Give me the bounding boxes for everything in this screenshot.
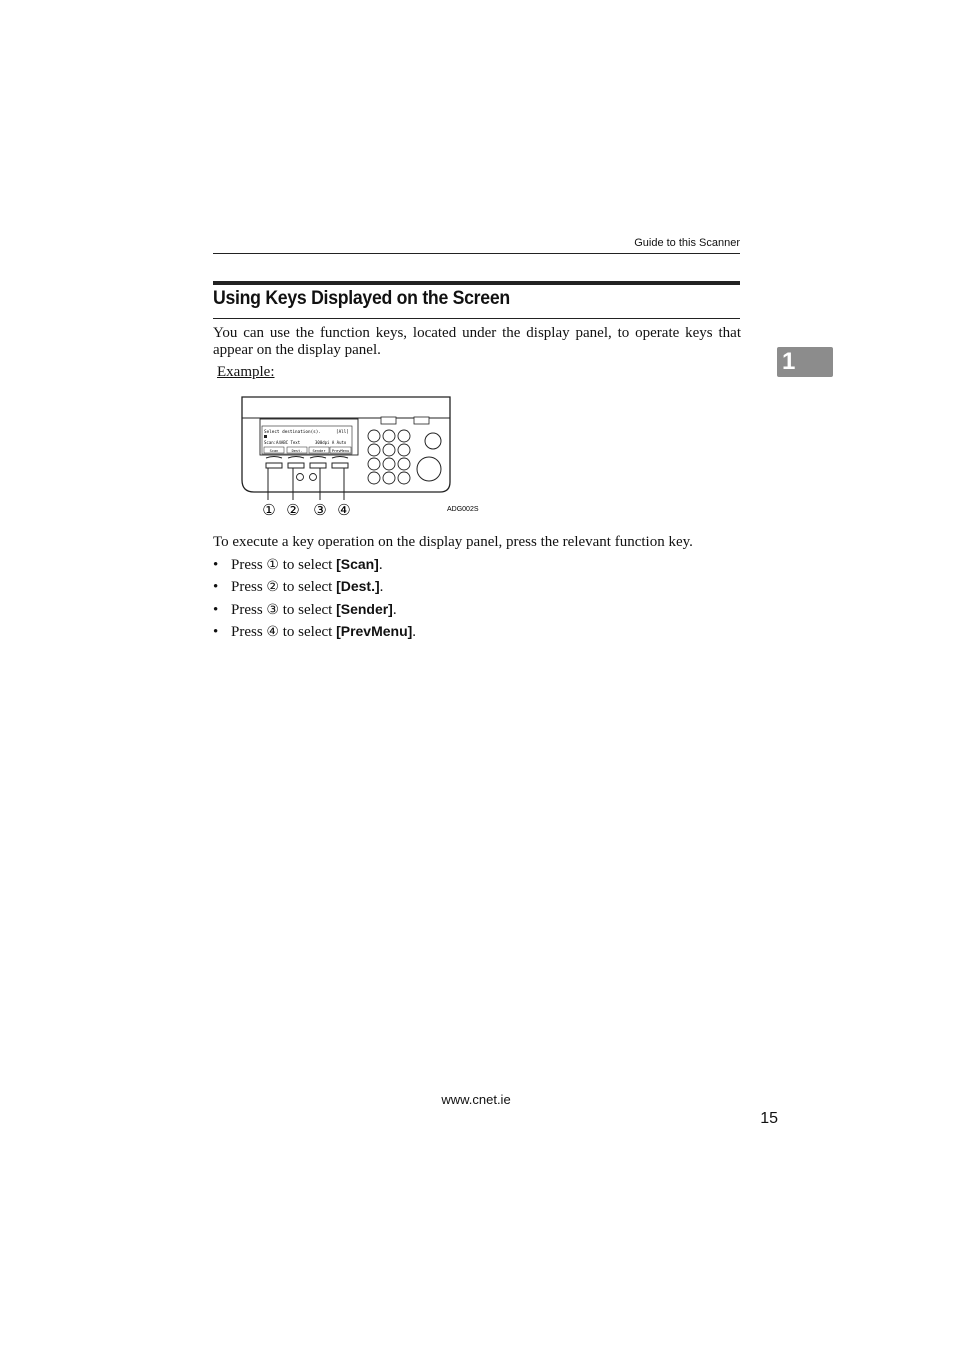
- callout-2: ②: [286, 501, 300, 519]
- function-key-3: [310, 463, 326, 468]
- list-item: • Press ③ to select [Sender].: [213, 600, 397, 618]
- lcd-cursor: [264, 435, 267, 438]
- section-title: Using Keys Displayed on the Screen: [213, 288, 510, 309]
- title-bottom-rule: [213, 318, 740, 319]
- running-header: Guide to this Scanner: [634, 237, 740, 249]
- callout-4: ④: [337, 501, 351, 519]
- function-key-1: [266, 463, 282, 468]
- intro-paragraph: You can use the function keys, located under the display panel, to operate keys that appear on the display panel.: [213, 325, 741, 358]
- function-key-4: [332, 463, 348, 468]
- lcd-line-1: Select destination(s).: [264, 430, 321, 435]
- page-number: 15: [760, 1110, 778, 1127]
- start-key: [417, 457, 441, 481]
- list-item: • Press ① to select [Scan].: [213, 556, 383, 573]
- small-round-key: [425, 433, 441, 449]
- list-item: • Press ④ to select [PrevMenu].: [213, 622, 417, 640]
- lcd-line-2: [All]: [336, 430, 349, 435]
- lcd-line-4: 300dpi A Auto: [315, 440, 347, 445]
- softkey-sender-label: Sender: [312, 448, 326, 453]
- softkey-scan-label: Scan: [269, 448, 279, 453]
- lcd-line-3: Scan:A4ABC Text: [264, 440, 301, 445]
- function-key-2: [288, 463, 304, 468]
- footer-url: www.cnet.ie: [441, 1092, 511, 1107]
- header-rule: [213, 253, 740, 254]
- chapter-tab: 1: [777, 347, 833, 377]
- callout-3: ③: [313, 501, 327, 519]
- callout-1: ①: [262, 501, 276, 519]
- softkey-dest-label: Dest.: [291, 448, 303, 453]
- list-item: • Press ② to select [Dest.].: [213, 578, 384, 596]
- function-key-list: [213, 556, 416, 645]
- instruction-paragraph: To execute a key operation on the display panel, press the relevant function key.: [213, 534, 693, 550]
- softkey-prevmenu-label: PrevMenu: [331, 448, 350, 453]
- title-top-rule: [213, 281, 740, 285]
- control-panel-figure: [238, 392, 488, 520]
- figure-code: ADG002S: [447, 506, 479, 513]
- example-label: Example:: [217, 364, 275, 380]
